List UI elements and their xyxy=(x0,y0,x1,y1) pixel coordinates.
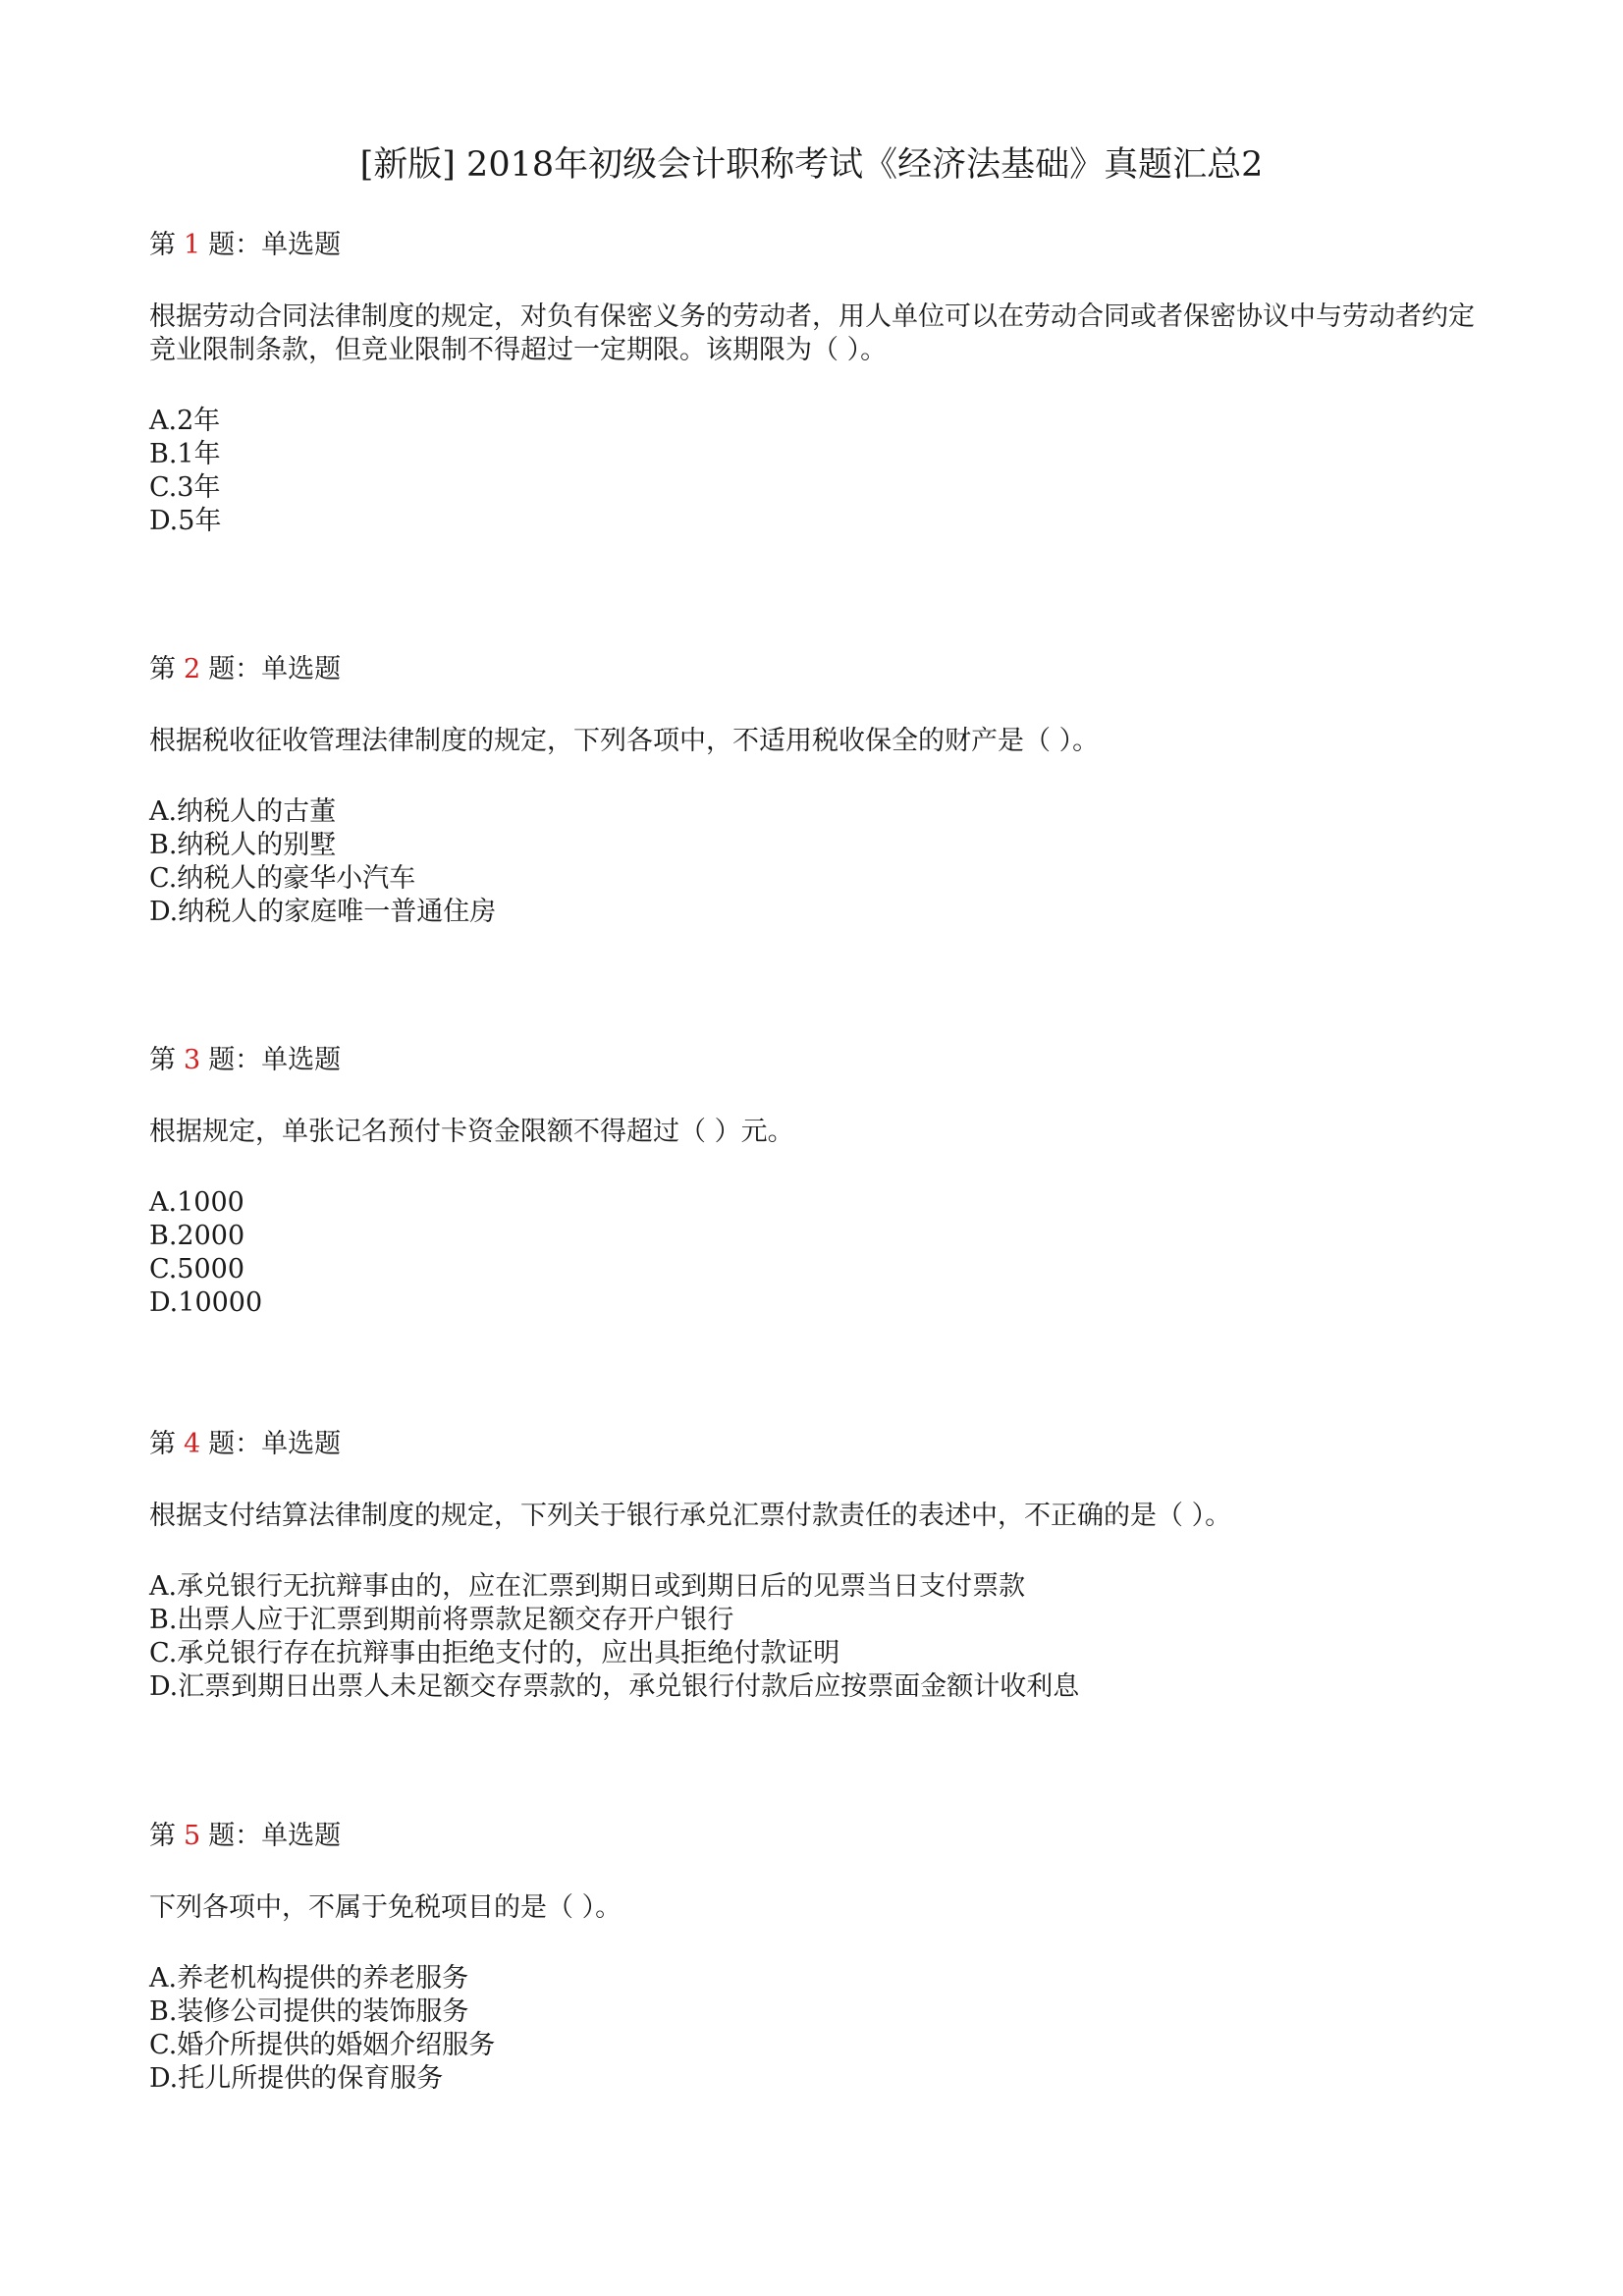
question-type: 题：单选题 xyxy=(208,1821,342,1851)
question-type: 题：单选题 xyxy=(208,230,342,260)
question-5 xyxy=(149,1819,1485,2096)
question-type: 题：单选题 xyxy=(208,1045,342,1075)
question-text: 根据税收征收管理法律制度的规定，下列各项中，不适用税收保全的财产是（ ）。 xyxy=(149,726,1100,756)
option-d: D.汇票到期日出票人未足额交存票款的，承兑银行付款后应按票面金额计收利息 xyxy=(149,1671,1080,1702)
question-options xyxy=(149,795,1485,929)
question-4 xyxy=(149,1427,1485,1704)
question-text: 根据劳动合同法律制度的规定，对负有保密义务的劳动者，用人单位可以在劳动合同或者保密协议中与劳动者约定竞业限制条款，但竞业限制不得超过一定期限。该期限为（ ）。 xyxy=(149,301,1475,365)
question-header xyxy=(149,228,1485,263)
question-type: 题：单选题 xyxy=(208,654,342,684)
option-c: C.承兑银行存在抗辩事由拒绝支付的，应出具拒绝付款证明 xyxy=(149,1638,840,1668)
question-number: 2 xyxy=(184,654,201,684)
question-type: 题：单选题 xyxy=(208,1429,342,1459)
option-d: D.10000 xyxy=(149,1287,263,1318)
option-b: B.装修公司提供的装饰服务 xyxy=(149,1996,469,2027)
option-b: B.出票人应于汇票到期前将票款足额交存开户银行 xyxy=(149,1605,734,1635)
option-b: B.2000 xyxy=(149,1221,245,1251)
question-header xyxy=(149,1427,1485,1462)
question-prefix: 第 xyxy=(149,654,176,684)
option-d: D.托儿所提供的保育服务 xyxy=(149,2063,444,2094)
question-1 xyxy=(149,228,1485,538)
question-text: 下列各项中，不属于免税项目的是（ ）。 xyxy=(149,1892,622,1923)
question-options xyxy=(149,405,1485,538)
question-prefix: 第 xyxy=(149,1429,176,1459)
question-number: 5 xyxy=(184,1821,201,1851)
option-a: A.2年 xyxy=(149,406,221,436)
option-b: B.纳税人的别墅 xyxy=(149,830,337,860)
question-header xyxy=(149,1819,1485,1854)
question-number: 3 xyxy=(184,1045,201,1075)
option-a: A.1000 xyxy=(149,1187,244,1218)
question-options xyxy=(149,1570,1485,1704)
option-a: A.承兑银行无抗辩事由的，应在汇票到期日或到期日后的见票当日支付票款 xyxy=(149,1571,1026,1602)
option-b: B.1年 xyxy=(149,439,221,469)
option-a: A.纳税人的古董 xyxy=(149,796,337,827)
option-d: D.5年 xyxy=(149,506,222,536)
question-prefix: 第 xyxy=(149,1045,176,1075)
option-c: C.婚介所提供的婚姻介绍服务 xyxy=(149,2030,496,2060)
question-prefix: 第 xyxy=(149,1821,176,1851)
question-prefix: 第 xyxy=(149,230,176,260)
question-number: 4 xyxy=(184,1429,201,1459)
question-2 xyxy=(149,652,1485,929)
option-a: A.养老机构提供的养老服务 xyxy=(149,1963,469,1994)
document-title: [新版] 2018年初级会计职称考试《经济法基础》真题汇总2 xyxy=(359,145,1264,185)
option-d: D.纳税人的家庭唯一普通住房 xyxy=(149,897,497,927)
question-text: 根据规定，单张记名预付卡资金限额不得超过（ ）元。 xyxy=(149,1117,794,1147)
question-3 xyxy=(149,1043,1485,1320)
question-header xyxy=(149,1043,1485,1078)
question-header xyxy=(149,652,1485,687)
question-text: 根据支付结算法律制度的规定，下列关于银行承兑汇票付款责任的表述中，不正确的是（ ）。 xyxy=(149,1501,1232,1531)
option-c: C.纳税人的豪华小汽车 xyxy=(149,863,416,894)
question-number: 1 xyxy=(184,230,201,260)
question-options xyxy=(149,1186,1485,1320)
question-options xyxy=(149,1962,1485,2096)
option-c: C.5000 xyxy=(149,1254,244,1285)
option-c: C.3年 xyxy=(149,472,221,503)
